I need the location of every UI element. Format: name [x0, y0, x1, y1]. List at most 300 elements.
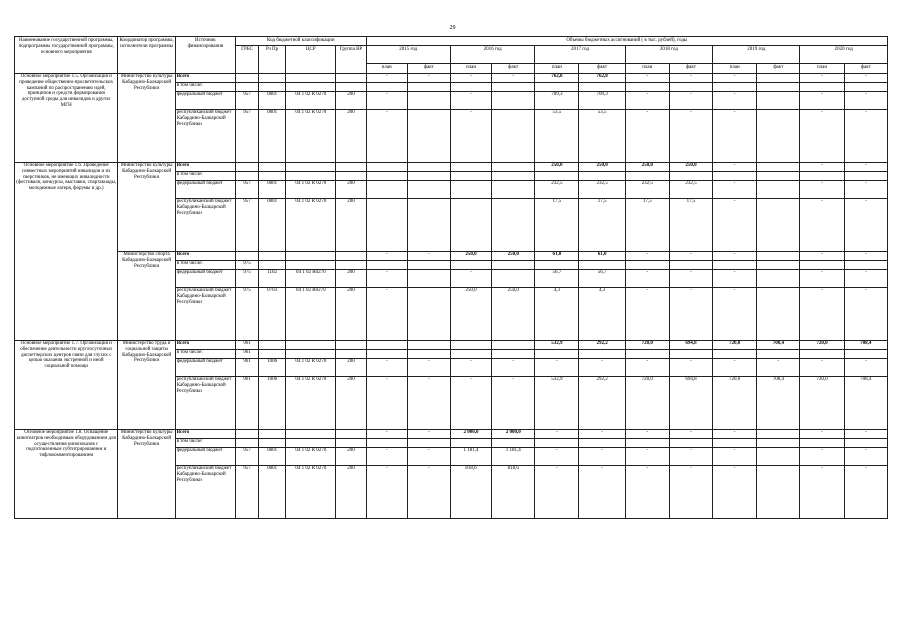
- plan-value-cell: [800, 439, 844, 448]
- fact-value-cell: [844, 350, 887, 359]
- vr-cell: [336, 261, 366, 270]
- coordinator-cell: Министерство культуры Кабардино-Балкарской Республики: [118, 430, 175, 519]
- csr-cell: 04 1 02 R 0270: [286, 359, 336, 377]
- plan-value-cell: -: [713, 288, 757, 341]
- fact-value-cell: [669, 350, 712, 359]
- fact-value-cell: -: [844, 181, 887, 199]
- rzpr-cell: 0801: [259, 199, 286, 252]
- funding-source-cell: в том числе:: [175, 261, 235, 270]
- plan-value-cell: [366, 261, 407, 270]
- fact-value-cell: 232,5: [579, 181, 625, 199]
- rzpr-cell: 0801: [259, 181, 286, 199]
- fact-value-cell: 818,6: [492, 466, 535, 519]
- fact-value-cell: 708,4: [757, 377, 800, 430]
- page-number: 29: [449, 25, 456, 31]
- plan-value-cell: -: [366, 92, 407, 110]
- fact-value-cell: [407, 92, 450, 110]
- header-grbs: ГРБС: [235, 46, 258, 74]
- header-plan: план: [800, 64, 844, 74]
- plan-value-cell: [713, 172, 757, 181]
- fact-value-cell: -: [407, 430, 450, 439]
- fact-value-cell: 694,8: [669, 341, 712, 350]
- fact-value-cell: 17,5: [579, 199, 625, 252]
- plan-value-cell: -: [713, 359, 757, 377]
- fact-value-cell: 250,0: [492, 252, 535, 261]
- fact-value-cell: [757, 261, 800, 270]
- fact-value-cell: [407, 261, 450, 270]
- plan-value-cell: 2 000,0: [450, 430, 491, 439]
- plan-value-cell: -: [625, 92, 669, 110]
- plan-value-cell: -: [366, 448, 407, 466]
- fact-value-cell: -: [669, 74, 712, 83]
- funding-source-cell: Всего: [175, 341, 235, 350]
- fact-value-cell: [407, 163, 450, 172]
- plan-value-cell: 720,0: [800, 377, 844, 430]
- rzpr-cell: [259, 172, 286, 181]
- rzpr-cell: [259, 83, 286, 92]
- plan-value-cell: -: [800, 430, 844, 439]
- fact-value-cell: -: [669, 92, 712, 110]
- rzpr-cell: 0801: [259, 466, 286, 519]
- fact-value-cell: [757, 288, 800, 341]
- plan-value-cell: [366, 83, 407, 92]
- plan-value-cell: [800, 172, 844, 181]
- plan-value-cell: -: [800, 74, 844, 83]
- fact-value-cell: -: [407, 466, 450, 519]
- grbs-cell: [235, 252, 258, 261]
- header-plan: план: [625, 64, 669, 74]
- fact-value-cell: 292,2: [579, 341, 625, 350]
- fact-value-cell: -: [579, 466, 625, 519]
- funding-source-cell: Всего: [175, 163, 235, 172]
- plan-value-cell: -: [625, 110, 669, 163]
- rzpr-cell: 0801: [259, 110, 286, 163]
- vr-cell: [336, 252, 366, 261]
- fact-value-cell: -: [669, 448, 712, 466]
- fact-value-cell: [757, 199, 800, 252]
- fact-value-cell: -: [407, 377, 450, 430]
- csr-cell: [286, 74, 336, 83]
- fact-value-cell: -: [669, 270, 712, 288]
- plan-value-cell: 709,3: [535, 92, 579, 110]
- fact-value-cell: [407, 83, 450, 92]
- plan-value-cell: 250,0: [535, 163, 579, 172]
- plan-value-cell: -: [625, 448, 669, 466]
- plan-value-cell: [625, 172, 669, 181]
- plan-value-cell: [450, 172, 491, 181]
- table-row: [15, 341, 888, 350]
- grbs-cell: [235, 163, 258, 172]
- fact-value-cell: [669, 439, 712, 448]
- plan-value-cell: [535, 439, 579, 448]
- plan-value-cell: [366, 172, 407, 181]
- plan-value-cell: [535, 261, 579, 270]
- csr-cell: [286, 252, 336, 261]
- plan-value-cell: -: [535, 466, 579, 519]
- rzpr-cell: [259, 430, 286, 439]
- plan-value-cell: [535, 350, 579, 359]
- fact-value-cell: [407, 181, 450, 199]
- header-fact: факт: [492, 64, 535, 74]
- plan-value-cell: -: [450, 359, 491, 377]
- fact-value-cell: [407, 110, 450, 163]
- plan-value-cell: -: [625, 74, 669, 83]
- vr-cell: 200: [336, 448, 366, 466]
- fact-value-cell: -: [844, 199, 887, 252]
- fact-value-cell: 694,8: [669, 377, 712, 430]
- header-coordinator: Координатор программы, исполнители программы: [118, 37, 175, 74]
- csr-cell: [286, 439, 336, 448]
- plan-value-cell: -: [800, 466, 844, 519]
- activity-description: Основное мероприятие 1.5. Организация и проведение общественно-просветительских кампаний по распространению идей, принципов и средств формирования доступной среды для инвалидов и других МГН: [15, 74, 118, 163]
- plan-value-cell: [366, 199, 407, 252]
- csr-cell: 04 1 02 R 0270: [286, 199, 336, 252]
- plan-value-cell: -: [366, 466, 407, 519]
- grbs-cell: 975: [235, 288, 258, 341]
- vr-cell: [336, 439, 366, 448]
- fact-value-cell: [757, 350, 800, 359]
- csr-cell: 04 1 02 R 0270: [286, 110, 336, 163]
- grbs-cell: 961: [235, 377, 258, 430]
- grbs-cell: 957: [235, 110, 258, 163]
- plan-value-cell: 56,7: [535, 270, 579, 288]
- rzpr-cell: [259, 439, 286, 448]
- fact-value-cell: [757, 270, 800, 288]
- coordinator-cell: Министерство труда и социальной защиты Кабардино-Балкарской Республики: [118, 341, 175, 430]
- fact-value-cell: [407, 199, 450, 252]
- coordinator-cell: Министерство культуры Кабардино-Балкарской Республики: [118, 74, 175, 163]
- vr-cell: 200: [336, 92, 366, 110]
- grbs-cell: [235, 172, 258, 181]
- plan-value-cell: [535, 83, 579, 92]
- csr-cell: 04 1 02 R 0270: [286, 377, 336, 430]
- funding-source-cell: Всего: [175, 74, 235, 83]
- fact-value-cell: [492, 341, 535, 350]
- fact-value-cell: [492, 181, 535, 199]
- plan-value-cell: -: [713, 448, 757, 466]
- header-fact: факт: [757, 64, 800, 74]
- funding-source-cell: Всего: [175, 252, 235, 261]
- grbs-cell: [235, 83, 258, 92]
- fact-value-cell: -: [844, 288, 887, 341]
- funding-source-cell: в том числе:: [175, 172, 235, 181]
- grbs-cell: 957: [235, 466, 258, 519]
- fact-value-cell: -: [492, 377, 535, 430]
- grbs-cell: [235, 74, 258, 83]
- plan-value-cell: 17,5: [625, 199, 669, 252]
- plan-value-cell: [450, 199, 491, 252]
- plan-value-cell: 762,8: [535, 74, 579, 83]
- fact-value-cell: [844, 261, 887, 270]
- rzpr-cell: 0801: [259, 448, 286, 466]
- plan-value-cell: [625, 439, 669, 448]
- plan-value-cell: 720,0: [625, 377, 669, 430]
- fact-value-cell: [492, 172, 535, 181]
- plan-value-cell: -: [366, 270, 407, 288]
- fact-value-cell: -: [492, 74, 535, 83]
- plan-value-cell: -: [450, 74, 491, 83]
- vr-cell: 200: [336, 181, 366, 199]
- plan-value-cell: -: [713, 181, 757, 199]
- fact-value-cell: [407, 288, 450, 341]
- fact-value-cell: [579, 350, 625, 359]
- plan-value-cell: -: [535, 359, 579, 377]
- vr-cell: [336, 430, 366, 439]
- plan-value-cell: 250,0: [450, 288, 491, 341]
- funding-source-cell: в том числе:: [175, 350, 235, 359]
- rzpr-cell: [259, 350, 286, 359]
- csr-cell: 04 1 02 R 0270: [286, 448, 336, 466]
- plan-value-cell: [450, 83, 491, 92]
- plan-value-cell: -: [366, 288, 407, 341]
- fact-value-cell: [757, 83, 800, 92]
- fact-value-cell: [579, 261, 625, 270]
- fact-value-cell: -: [844, 163, 887, 172]
- fact-value-cell: -: [844, 270, 887, 288]
- grbs-cell: 961: [235, 350, 258, 359]
- coordinator-cell: Министерство культуры Кабардино-Балкарской Республики: [118, 163, 175, 252]
- plan-value-cell: -: [450, 270, 491, 288]
- csr-cell: 04 1 02 R0270: [286, 288, 336, 341]
- fact-value-cell: [757, 92, 800, 110]
- rzpr-cell: 0703: [259, 288, 286, 341]
- rzpr-cell: [259, 341, 286, 350]
- activity-description: Основное мероприятие 1.8. Оснащение кинотеатров необходимым оборудованием для осуществления кинопоказов с подготовленным субтитрированием и тифлокомментированием: [15, 430, 118, 519]
- csr-cell: 04 1 02 R 0270: [286, 181, 336, 199]
- fact-value-cell: -: [492, 359, 535, 377]
- plan-value-cell: -: [713, 430, 757, 439]
- csr-cell: 04 1 02 R 0270: [286, 466, 336, 519]
- plan-value-cell: 250,0: [450, 252, 491, 261]
- vr-cell: [336, 163, 366, 172]
- grbs-cell: 961: [235, 359, 258, 377]
- funding-source-cell: федеральный бюджет: [175, 181, 235, 199]
- plan-value-cell: 1 181,4: [450, 448, 491, 466]
- fact-value-cell: [492, 439, 535, 448]
- funding-source-cell: федеральный бюджет: [175, 448, 235, 466]
- grbs-cell: [235, 430, 258, 439]
- fact-value-cell: 2 000,0: [492, 430, 535, 439]
- plan-value-cell: [450, 350, 491, 359]
- fact-value-cell: -: [669, 430, 712, 439]
- plan-value-cell: 532,9: [535, 341, 579, 350]
- fact-value-cell: 17,5: [669, 199, 712, 252]
- plan-value-cell: [366, 350, 407, 359]
- plan-value-cell: 232,5: [625, 181, 669, 199]
- plan-value-cell: -: [713, 199, 757, 252]
- plan-value-cell: 720,0: [625, 341, 669, 350]
- plan-value-cell: [800, 261, 844, 270]
- fact-value-cell: [757, 466, 800, 519]
- funding-source-cell: республиканский бюджет Кабардино-Балкарской Республики: [175, 288, 235, 341]
- csr-cell: 04 1 02 R 0270: [286, 92, 336, 110]
- csr-cell: [286, 83, 336, 92]
- plan-value-cell: [713, 350, 757, 359]
- grbs-cell: [235, 439, 258, 448]
- csr-cell: [286, 172, 336, 181]
- fact-value-cell: [757, 252, 800, 261]
- fact-value-cell: [579, 83, 625, 92]
- fact-value-cell: -: [844, 466, 887, 519]
- funding-source-cell: республиканский бюджет Кабардино-Балкарской Республики: [175, 377, 235, 430]
- plan-value-cell: [625, 350, 669, 359]
- plan-value-cell: -: [450, 110, 491, 163]
- header-year: 2016 год: [450, 46, 534, 64]
- funding-source-cell: федеральный бюджет: [175, 92, 235, 110]
- fact-value-cell: -: [669, 252, 712, 261]
- fact-value-cell: -: [844, 252, 887, 261]
- activity-description: Основное мероприятие 1.7. Организация и обеспечение деятельности круглосуточных диспетчерских центров связи для глухих с целью оказания экстренной и иной социальной помощи: [15, 341, 118, 430]
- plan-value-cell: 4,3: [535, 288, 579, 341]
- fact-value-cell: -: [844, 92, 887, 110]
- header-fact: факт: [844, 64, 887, 74]
- plan-value-cell: -: [450, 377, 491, 430]
- vr-cell: [336, 83, 366, 92]
- fact-value-cell: [844, 83, 887, 92]
- plan-value-cell: -: [713, 270, 757, 288]
- plan-value-cell: -: [800, 199, 844, 252]
- coordinator-cell: Министерство спорта Кабардино-Балкарской Республики: [118, 252, 175, 341]
- grbs-cell: 975: [235, 270, 258, 288]
- plan-value-cell: [713, 261, 757, 270]
- plan-value-cell: 53,5: [535, 110, 579, 163]
- plan-value-cell: 720,0: [800, 341, 844, 350]
- plan-value-cell: -: [366, 430, 407, 439]
- fact-value-cell: [407, 270, 450, 288]
- grbs-cell: 957: [235, 448, 258, 466]
- vr-cell: 200: [336, 466, 366, 519]
- plan-value-cell: [713, 83, 757, 92]
- fact-value-cell: -: [669, 288, 712, 341]
- rzpr-cell: [259, 74, 286, 83]
- vr-cell: 200: [336, 270, 366, 288]
- plan-value-cell: 250,0: [625, 163, 669, 172]
- fact-value-cell: 250,0: [579, 163, 625, 172]
- table-row: [15, 163, 888, 172]
- header-budget-code: Код бюджетной классификации: [235, 37, 366, 46]
- header-fact: факт: [407, 64, 450, 74]
- csr-cell: [286, 430, 336, 439]
- fact-value-cell: 232,5: [669, 181, 712, 199]
- fact-value-cell: -: [579, 359, 625, 377]
- plan-value-cell: -: [625, 288, 669, 341]
- fact-value-cell: [757, 172, 800, 181]
- fact-value-cell: [757, 181, 800, 199]
- plan-value-cell: -: [800, 359, 844, 377]
- funding-source-cell: в том числе:: [175, 439, 235, 448]
- fact-value-cell: [492, 261, 535, 270]
- plan-value-cell: -: [366, 74, 407, 83]
- vr-cell: 200: [336, 110, 366, 163]
- header-source: Источник финансирования: [175, 37, 235, 74]
- fact-value-cell: 709,3: [579, 92, 625, 110]
- plan-value-cell: [450, 181, 491, 199]
- plan-value-cell: -: [713, 163, 757, 172]
- fact-value-cell: 53,5: [579, 110, 625, 163]
- fact-value-cell: 708,4: [844, 377, 887, 430]
- rzpr-cell: 1006: [259, 377, 286, 430]
- plan-value-cell: -: [625, 270, 669, 288]
- header-plan: план: [366, 64, 407, 74]
- plan-value-cell: [800, 83, 844, 92]
- plan-value-cell: -: [713, 110, 757, 163]
- fact-value-cell: -: [669, 466, 712, 519]
- plan-value-cell: -: [800, 92, 844, 110]
- fact-value-cell: -: [844, 359, 887, 377]
- header-plan: план: [535, 64, 579, 74]
- plan-value-cell: -: [366, 252, 407, 261]
- fact-value-cell: [757, 74, 800, 83]
- fact-value-cell: 56,7: [579, 270, 625, 288]
- fact-value-cell: 708,4: [757, 341, 800, 350]
- vr-cell: 200: [336, 359, 366, 377]
- fact-value-cell: [757, 110, 800, 163]
- plan-value-cell: -: [713, 92, 757, 110]
- plan-value-cell: -: [366, 359, 407, 377]
- header-year: 2019 год: [713, 46, 800, 64]
- plan-value-cell: 818,6: [450, 466, 491, 519]
- rzpr-cell: 1006: [259, 359, 286, 377]
- vr-cell: [336, 74, 366, 83]
- plan-value-cell: [366, 341, 407, 350]
- plan-value-cell: 532,9: [535, 377, 579, 430]
- funding-source-cell: республиканский бюджет Кабардино-Балкарской Республики: [175, 466, 235, 519]
- plan-value-cell: -: [713, 466, 757, 519]
- fact-value-cell: 61,0: [579, 252, 625, 261]
- fact-value-cell: [579, 172, 625, 181]
- fact-value-cell: [492, 92, 535, 110]
- fact-value-cell: -: [757, 359, 800, 377]
- header-csr: ЦСР: [286, 46, 336, 74]
- funding-source-cell: в том числе:: [175, 83, 235, 92]
- fact-value-cell: [757, 439, 800, 448]
- plan-value-cell: 232,5: [535, 181, 579, 199]
- funding-source-cell: республиканский бюджет Кабардино-Балкарской Республики: [175, 110, 235, 163]
- plan-value-cell: -: [800, 448, 844, 466]
- funding-source-cell: федеральный бюджет: [175, 359, 235, 377]
- header-year: 2017 год: [535, 46, 625, 64]
- fact-value-cell: 250,0: [492, 288, 535, 341]
- header-fact: факт: [579, 64, 625, 74]
- fact-value-cell: [407, 341, 450, 350]
- csr-cell: [286, 350, 336, 359]
- plan-value-cell: -: [800, 163, 844, 172]
- plan-value-cell: -: [535, 448, 579, 466]
- rzpr-cell: [259, 163, 286, 172]
- vr-cell: 200: [336, 288, 366, 341]
- vr-cell: 200: [336, 199, 366, 252]
- funding-source-cell: республиканский бюджет Кабардино-Балкарской Республики: [175, 199, 235, 252]
- fact-value-cell: [407, 439, 450, 448]
- plan-value-cell: -: [625, 359, 669, 377]
- fact-value-cell: [757, 448, 800, 466]
- fact-value-cell: -: [579, 448, 625, 466]
- vr-cell: [336, 341, 366, 350]
- funding-source-cell: федеральный бюджет: [175, 270, 235, 288]
- plan-value-cell: [450, 341, 491, 350]
- fact-value-cell: [844, 172, 887, 181]
- header-year: 2018 год: [625, 46, 712, 64]
- plan-value-cell: -: [713, 74, 757, 83]
- plan-value-cell: [625, 261, 669, 270]
- plan-value-cell: -: [535, 430, 579, 439]
- fact-value-cell: -: [844, 74, 887, 83]
- plan-value-cell: [713, 439, 757, 448]
- plan-value-cell: -: [800, 252, 844, 261]
- fact-value-cell: 292,2: [579, 377, 625, 430]
- fact-value-cell: 762,8: [579, 74, 625, 83]
- plan-value-cell: -: [366, 377, 407, 430]
